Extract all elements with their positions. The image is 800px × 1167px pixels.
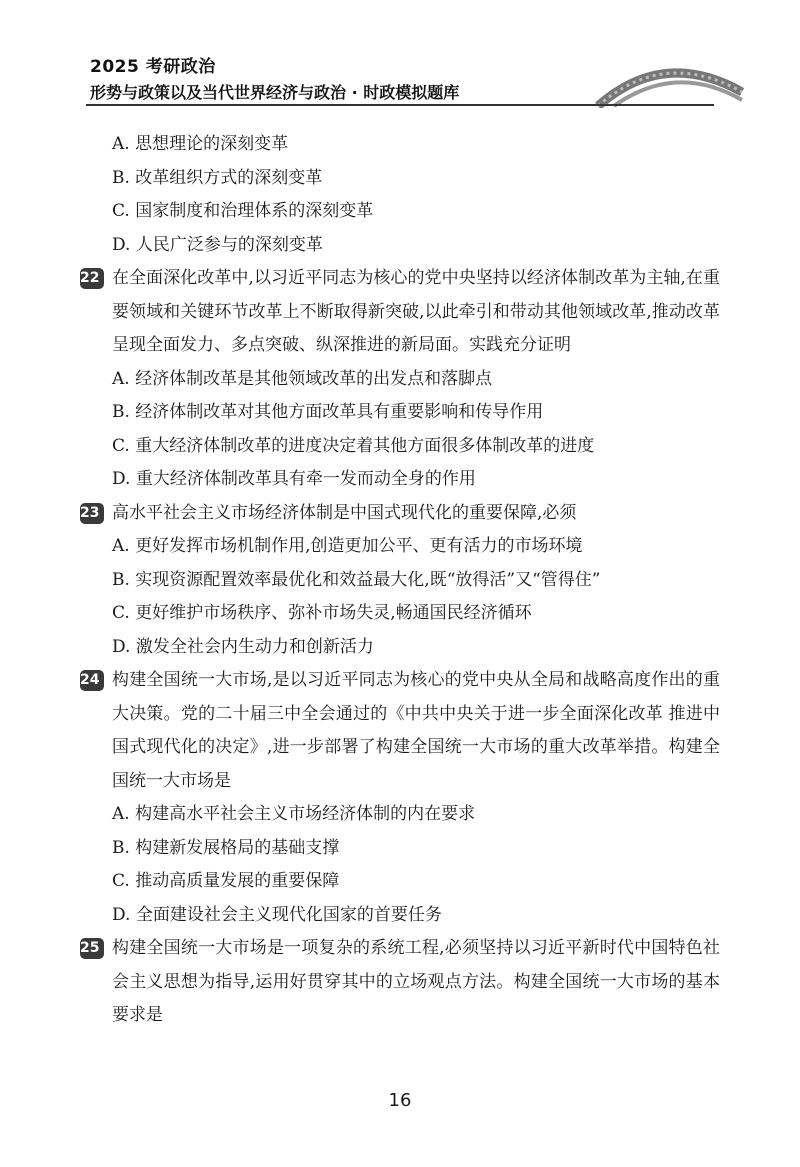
book-subtitle: 形势与政策以及当代世界经济与政治 · 时政模拟题库 <box>90 83 460 102</box>
continued-options <box>80 128 720 262</box>
swoosh-decoration-icon <box>594 52 744 108</box>
option: C. 重大经济体制改革的进度决定着其他方面很多体制改革的进度 <box>112 435 595 456</box>
option: A. 经济体制改革是其他领域改革的出发点和落脚点 <box>112 368 493 389</box>
question-text: 高水平社会主义市场经济体制是中国式现代化的重要保障,必须 <box>112 502 577 523</box>
option: A. 构建高水平社会主义市场经济体制的内在要求 <box>112 804 476 824</box>
question-stem <box>80 497 720 531</box>
page-number: 16 <box>388 1090 412 1111</box>
question-text: 在全面深化改革中,以习近平同志为核心的党中央坚持以经济体制改革为主轴,在重要领域和关键环节改革上不断取得新突破,以此牵引和带动其他领域改革,推动改革呈现全面发力、多点突破、纵深推进的新局面。实践充分证明 <box>112 268 720 355</box>
option: A. 更好发挥市场机制作用,创造更加公平、更有活力的市场环境 <box>112 536 583 556</box>
option: B. 实现资源配置效率最优化和效益最大化,既“放得活”又“管得住” <box>112 569 601 590</box>
question-number-badge: 24 <box>80 670 104 691</box>
book-title: 2025 考研政治 <box>90 57 216 77</box>
option: D. 重大经济体制改革具有牵一发而动全身的作用 <box>112 469 476 489</box>
option: B. 改革组织方式的深刻变革 <box>112 167 323 188</box>
page-header <box>0 0 800 118</box>
question-number-badge: 23 <box>80 503 104 524</box>
header-rule <box>86 104 714 106</box>
option: B. 经济体制改革对其他方面改革具有重要影响和传导作用 <box>112 402 544 422</box>
question-22 <box>80 262 720 497</box>
option: D. 激发全社会内生动力和创新活力 <box>112 636 374 657</box>
option: C. 国家制度和治理体系的深刻变革 <box>112 201 374 221</box>
question-stem <box>80 262 720 363</box>
question-text: 构建全国统一大市场是一项复杂的系统工程,必须坚持以习近平新时代中国特色社会主义思想为指导,运用好贯穿其中的立场观点方法。构建全国统一大市场的基本要求是 <box>112 938 720 1025</box>
option: C. 推动高质量发展的重要保障 <box>112 871 340 891</box>
question-text: 构建全国统一大市场,是以习近平同志为核心的党中央从全局和战略高度作出的重大决策。党的二十届三中全会通过的《中共中央关于进一步全面深化改革 推进中国式现代化的决定》,进一步部署了构建全国统一大市场的重大改革举措。构建全国统一大市场是 <box>112 670 720 791</box>
option: A. 思想理论的深刻变革 <box>112 134 289 154</box>
question-number-badge: 25 <box>80 938 104 959</box>
question-23 <box>80 497 720 665</box>
question-25 <box>80 932 720 1033</box>
option: B. 构建新发展格局的基础支撑 <box>112 837 340 858</box>
question-number-badge: 22 <box>80 268 104 289</box>
question-24 <box>80 664 720 932</box>
question-stem <box>80 932 720 1033</box>
option: C. 更好维护市场秩序、弥补市场失灵,畅通国民经济循环 <box>112 603 532 623</box>
question-stem <box>80 664 720 798</box>
question-content <box>80 128 720 1033</box>
option: D. 人民广泛参与的深刻变革 <box>112 234 323 255</box>
option: D. 全面建设社会主义现代化国家的首要任务 <box>112 904 442 925</box>
